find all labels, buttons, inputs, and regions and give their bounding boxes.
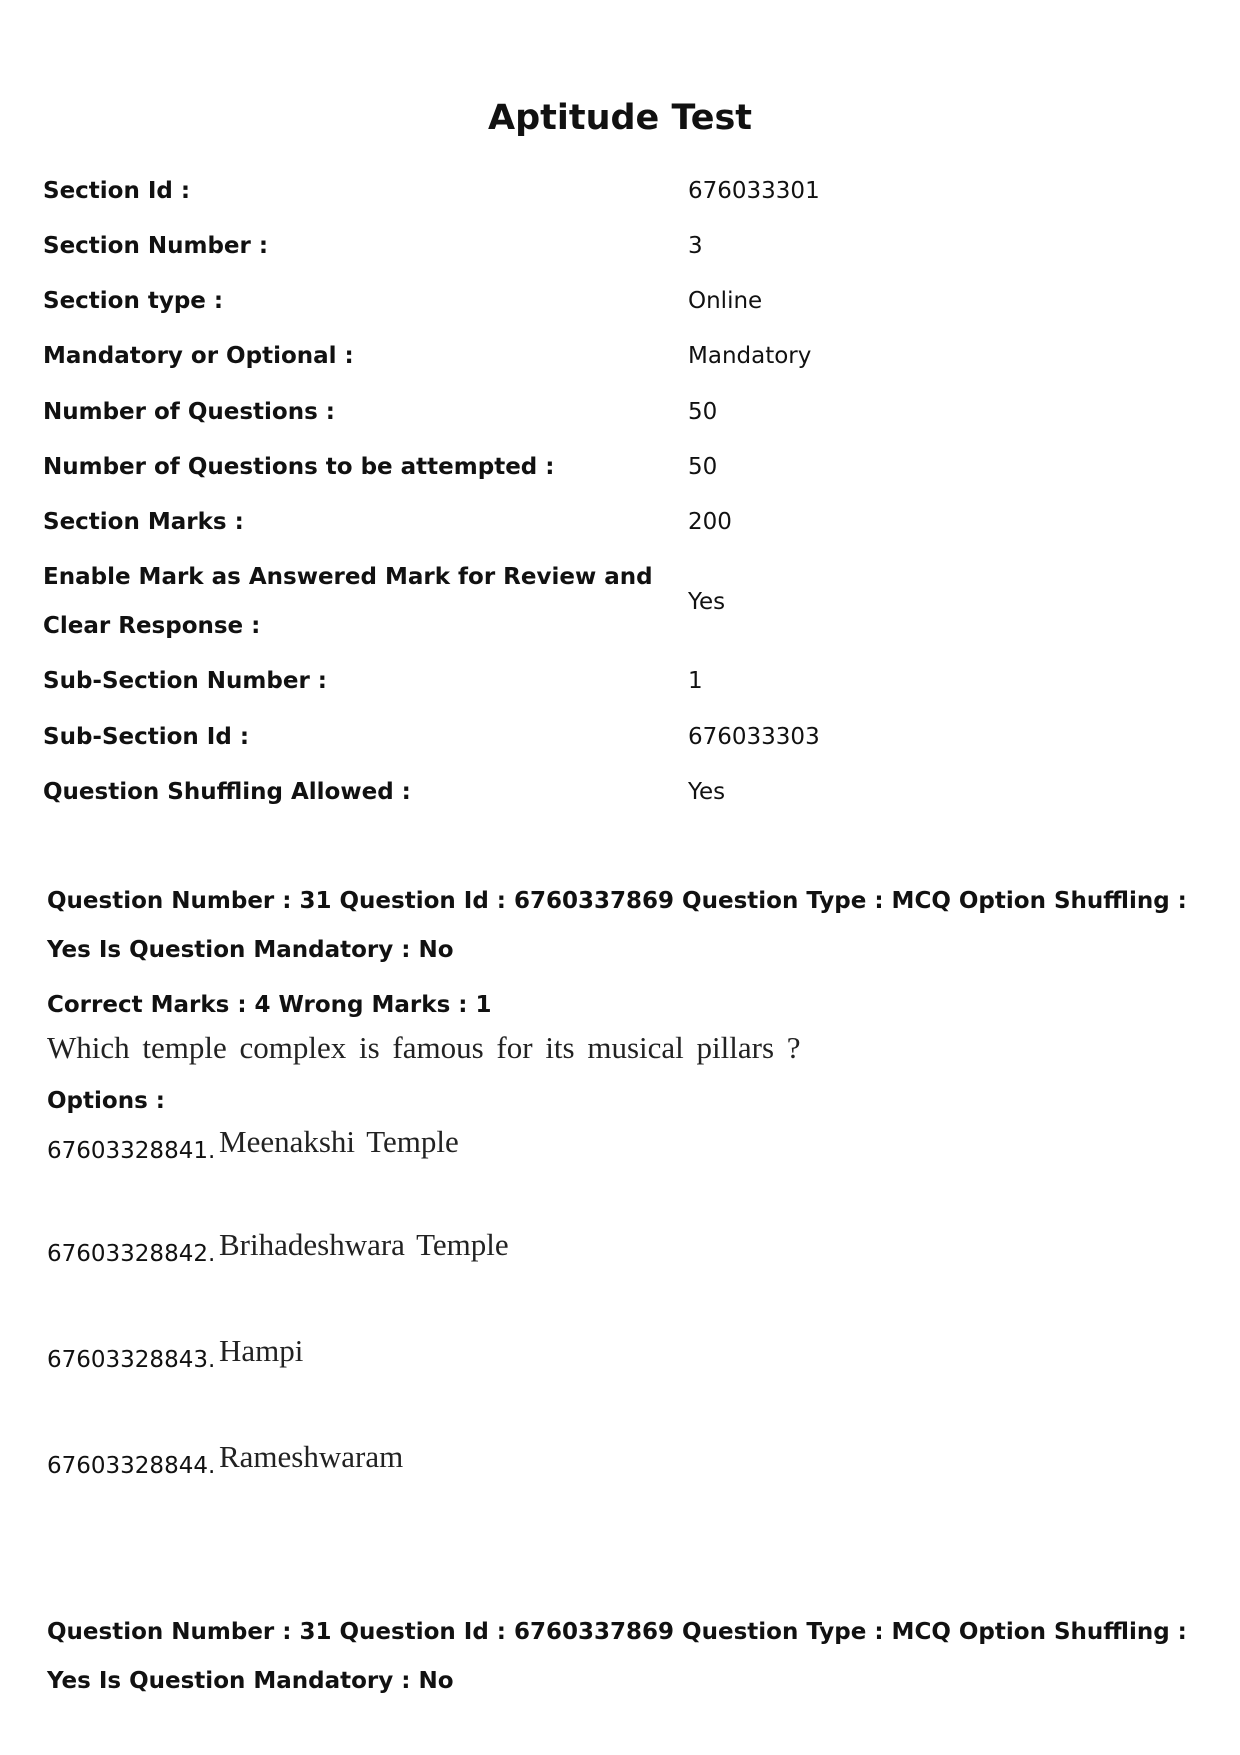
field-label: Section Id :: [43, 178, 191, 204]
option-id: 67603328844.: [47, 1453, 216, 1479]
field-value: Yes: [688, 779, 726, 805]
field-label: Section Number :: [43, 233, 269, 259]
field-value: 3: [688, 233, 703, 259]
field-value: Mandatory: [688, 343, 812, 369]
question-marks: Correct Marks : 4 Wrong Marks : 1: [47, 992, 492, 1018]
field-value: 676033301: [688, 178, 820, 204]
field-label: Sub-Section Number :: [43, 668, 328, 694]
field-value: Yes: [688, 589, 726, 615]
field-label: Enable Mark as Answered Mark for Review and Clear Response :: [43, 564, 653, 639]
field-value: Online: [688, 288, 763, 314]
page-title: Aptitude Test: [487, 98, 753, 138]
field-label: Section type :: [43, 288, 224, 314]
field-label: Number of Questions to be attempted :: [43, 454, 555, 480]
option-text: Meenakshi Temple: [219, 1124, 459, 1159]
question-header: Question Number : 31 Question Id : 6760337869 Question Type : MCQ Option Shuffling : Yes Is Question Mandatory : No: [47, 888, 1187, 963]
question-text: Which temple complex is famous for its musical pillars ?: [47, 1030, 801, 1065]
options-label: Options :: [47, 1088, 165, 1114]
option-id: 67603328841.: [47, 1138, 216, 1164]
option-id: 67603328842.: [47, 1241, 216, 1267]
field-value: 1: [688, 668, 703, 694]
field-label: Sub-Section Id :: [43, 724, 250, 750]
field-label: Mandatory or Optional :: [43, 343, 354, 369]
next-question-header: Question Number : 31 Question Id : 6760337869 Question Type : MCQ Option Shuffling : Yes Is Question Mandatory : No: [47, 1619, 1187, 1694]
option-text: Hampi: [219, 1333, 304, 1368]
field-value: 50: [688, 454, 718, 480]
option-text: Rameshwaram: [219, 1439, 404, 1474]
field-label: Section Marks :: [43, 509, 244, 535]
field-value: 50: [688, 399, 718, 425]
option-text: Brihadeshwara Temple: [219, 1227, 509, 1262]
option-id: 67603328843.: [47, 1347, 216, 1373]
field-value: 676033303: [688, 724, 820, 750]
field-label: Question Shuffling Allowed :: [43, 779, 411, 805]
field-value: 200: [688, 509, 732, 535]
field-label: Number of Questions :: [43, 399, 335, 425]
